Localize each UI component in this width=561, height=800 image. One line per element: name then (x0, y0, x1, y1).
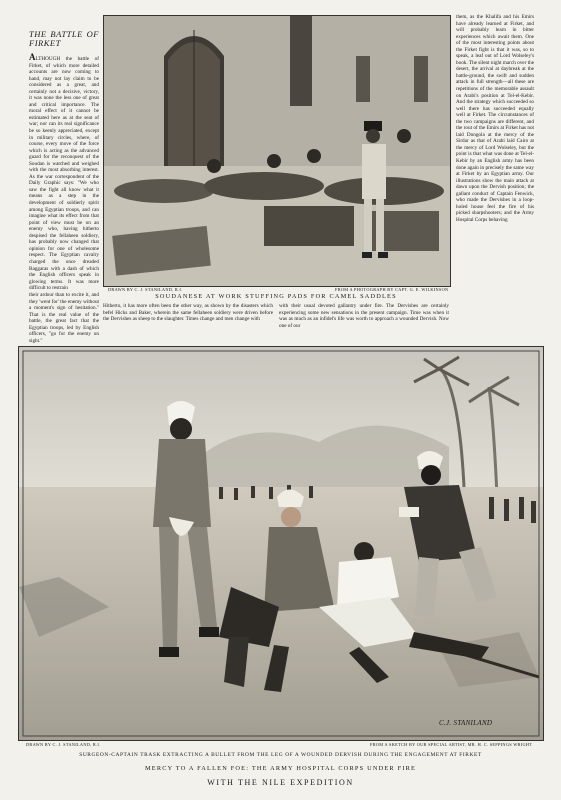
article-left-continuation (29, 292, 99, 344)
right-column-text: them, as the Khalifa and his Emirs have already learned at Firket, and will probably learn in bitter experiences which await them. One of the most interesting points about the Firket fight is that it was, so to speak, a leaf out of Lord Wolseley's book. The silent night march over the desert, the arrival at daybreak at the battle-ground, the swift and sudden attack in full strength—all these are repetitions of the memorable assault on Arabi's position at Tel-el-Kebir. And the strategy which succeeded so well there has succeeded equally well at Firket. The circumstances of the two campaigns are different, and the rout of the Emirs at Firket has not laid Dongola at the mercy of the Sirdar as that of Arabi laid Cairo at the mercy of Lord Wolseley, but the point is that what was done at Tel-el-Kebir by an English army has been done again in precisely the same way at Firket by an Egyptian army. Our illustrations show the main attack at dawn upon the Dervish position; the gallant conduct of Captain Fenwick, who made the Dervishes in a loop-holed house feel the fire of his picked sharpshooters; and the Army Hospital Corps behaving (456, 14, 534, 223)
top-credit-source: FROM A PHOTOGRAPH BY CAPT. G. E. WILKINSON (335, 287, 449, 292)
article-right-column (456, 14, 534, 224)
article-left-column (29, 30, 99, 292)
left-column-text: LTHOUGH the battle of Firket, of which more detailed accounts are now coming to hand, may not lay claim to be considered as a great, and certainly not a decisive, victory, it was none the less one of great and critical importance. The moral effect of it cannot be estimated here as at the seat of war; nor can its real significance be so keenly appreciated, except in military circles, where, of course, every move of the force which is acting as the advanced guard for the reconquest of the Soudan is watched and weighed with the most absorbing interest. As the war correspondent of the Daily Graphic says: "We who saw the fight all know what it means as a step in the development of soldierly spirit among Egyptian troops, and can imagine what its effect from that point of view must be on an enemy who, having hitherto despised the fellaheen soldiery, has probably now changed that opinion for one of wholesome respect. The Egyptian cavalry charged the once dreaded Baggaras with a dash of which the English officers speak in glowing terms. It was more difficult to restrain (29, 56, 99, 292)
bottom-credit-artist: DRAWN BY C. J. STANILAND, R.I. (26, 742, 101, 747)
bottom-caption-line1: SURGEON-CAPTAIN TRASK EXTRACTING A BULLET FROM THE LEG OF A WOUNDED DERVISH DURING THE ENGAGEMENT AT FIRKET (79, 752, 482, 758)
middle-text-left: Hitherto, it has more often been the other way, as shown by the disasters which befel Hicks and Baker, wherein the same fellaheen soldiery were driven before the Dervishes as sheep to the slaughter. Times change and men change with (103, 303, 273, 323)
illustration-soudanese-workers (103, 15, 451, 287)
left-continuation-text: their ardour than to excite it, and they 'went for' the enemy without a moment's sign of hesitation." That is the real value of the battle, the great fact that the Egyptian troops, led by English officers, "go for the enemy on sight." (29, 292, 99, 344)
drop-cap: A (29, 52, 36, 62)
bottom-caption-line2: MERCY TO A FALLEN FOE: THE ARMY HOSPITAL CORPS UNDER FIRE (144, 765, 417, 772)
artist-signature: C.J. STANILAND (439, 719, 493, 727)
illustration-army-hospital-corps (18, 346, 544, 741)
article-middle-text (103, 303, 449, 329)
engraving-top (104, 16, 450, 286)
top-caption: SOUDANESE AT WORK STUFFING PADS FOR CAMEL SADDLES (155, 293, 397, 300)
middle-text-right: with their usual devoted gallantry under fire. The Dervishes are certainly experiencing some new sensations in the present campaign. Time was when it was as much as an infidel's life was worth to approach a wounded Dervish. Now one of our (279, 303, 449, 329)
bottom-credit-source: FROM A SKETCH BY OUR SPECIAL ARTIST, MR. H. C. SEPPINGS WRIGHT (370, 742, 533, 747)
article-heading: THE BATTLE OF FIRKET (29, 29, 99, 48)
bottom-caption-line3: WITH THE NILE EXPEDITION (207, 778, 354, 787)
article-text-left (29, 54, 99, 292)
engraving-bottom (19, 347, 543, 740)
top-credit-artist: DRAWN BY C. J. STANILAND, R.I. (108, 287, 183, 292)
